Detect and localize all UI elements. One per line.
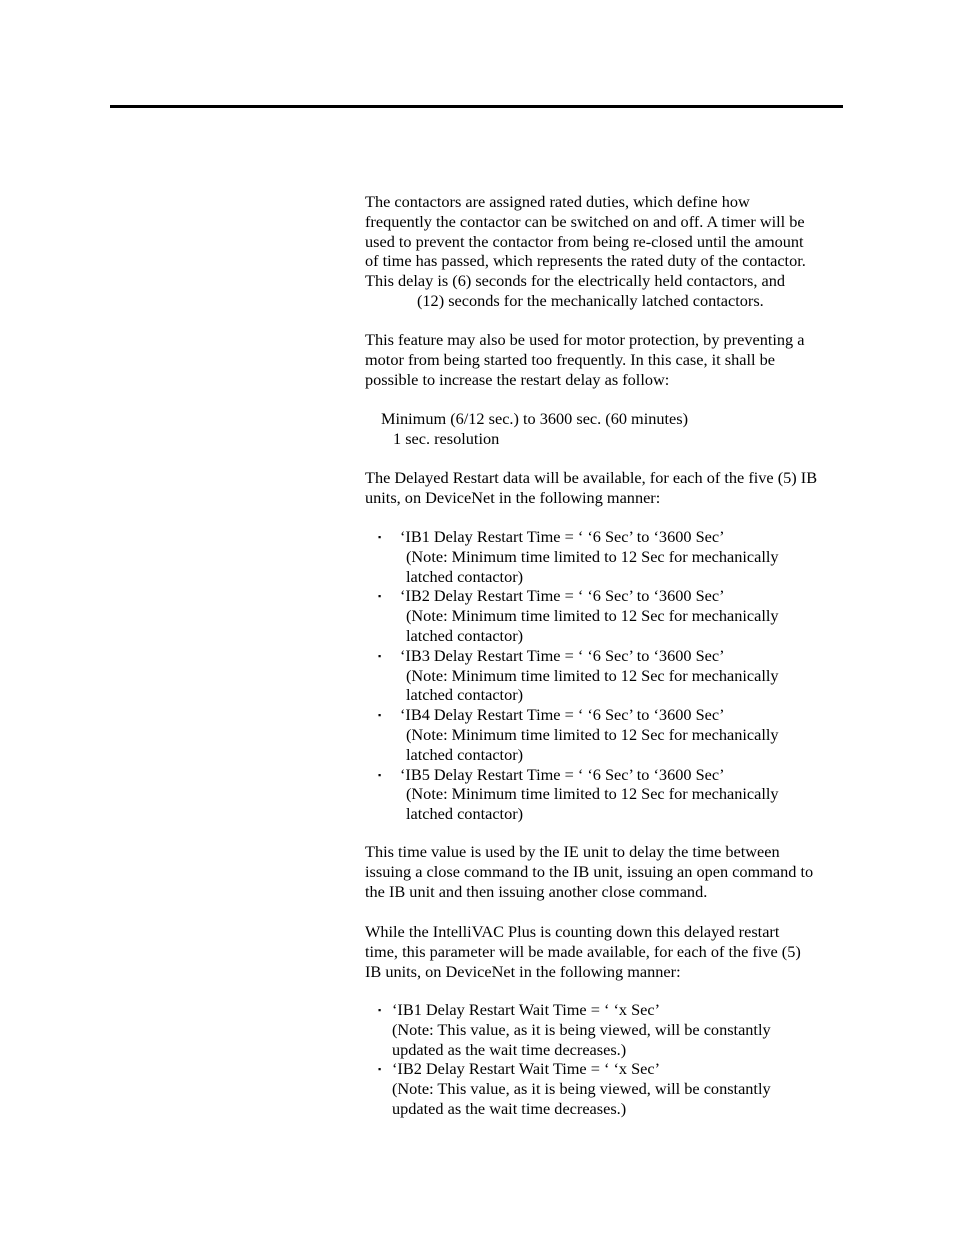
delay-restart-wait-time-list: [365, 1000, 845, 1119]
list-item-note: latched contactor): [406, 566, 524, 586]
text-line: motor from being started too frequently. In this case, it shall be: [365, 349, 775, 369]
text-line: possible to increase the restart delay as follow:: [365, 369, 670, 389]
bullet-icon: ▪: [378, 1005, 382, 1015]
text-line: The Delayed Restart data will be available, for each of the five (5) IB: [365, 468, 818, 487]
list-item: [365, 1000, 845, 1059]
list-item: [365, 1059, 845, 1118]
list-item-text: ‘IB2 Delay Restart Time = ‘ ‘6 Sec’ to ‘3600 Sec’: [400, 586, 725, 606]
list-item-note: (Note: Minimum time limited to 12 Sec for mechanically: [406, 546, 779, 566]
list-item-note: (Note: Minimum time limited to 12 Sec for mechanically: [406, 784, 779, 804]
list-item-note: (Note: Minimum time limited to 12 Sec for mechanically: [406, 606, 779, 626]
text-line: frequently the contactor can be switched on and off. A timer will be: [365, 211, 805, 231]
text-line: time, this parameter will be made available, for each of the five (5): [365, 941, 801, 961]
text-line: This time value is used by the IE unit to delay the time between: [365, 842, 780, 861]
list-item-note: latched contactor): [406, 744, 524, 764]
paragraph-devicenet-data: [365, 468, 845, 508]
list-item: [365, 705, 845, 764]
list-item-note: latched contactor): [406, 804, 524, 824]
resolution-line: 1 sec. resolution: [393, 428, 500, 448]
list-item: [365, 586, 845, 645]
delay-range: [365, 409, 845, 449]
list-item-note: updated as the wait time decreases.): [392, 1039, 627, 1059]
header-rule: [110, 105, 843, 108]
bullet-icon: ▪: [378, 710, 382, 721]
list-item-note: updated as the wait time decreases.): [392, 1098, 627, 1118]
text-line: While the IntelliVAC Plus is counting down this delayed restart: [365, 922, 780, 941]
list-item-note: (Note: Minimum time limited to 12 Sec for mechanically: [406, 724, 779, 744]
bullet-icon: ▪: [378, 532, 382, 542]
delay-restart-time-list: [365, 527, 845, 824]
list-item: [365, 765, 845, 824]
list-item-text: ‘IB3 Delay Restart Time = ‘ ‘6 Sec’ to ‘3600 Sec’: [400, 645, 725, 665]
bullet-icon: ▪: [378, 769, 382, 780]
range-line: Minimum (6/12 sec.) to 3600 sec. (60 minutes): [381, 409, 689, 428]
text-line: The contactors are assigned rated duties, which define how: [365, 192, 750, 211]
list-item-note: (Note: Minimum time limited to 12 Sec for mechanically: [406, 665, 779, 685]
text-line: of time has passed, which represents the rated duty of the contactor.: [365, 251, 806, 271]
paragraph-countdown: [365, 922, 845, 981]
list-item-text: ‘IB4 Delay Restart Time = ‘ ‘6 Sec’ to ‘3600 Sec’: [400, 705, 725, 725]
list-item-note: (Note: This value, as it is being viewed, will be constantly: [392, 1019, 771, 1039]
paragraph-rated-duties: [365, 192, 845, 311]
text-line: units, on DeviceNet in the following manner:: [365, 487, 661, 507]
list-item-text: ‘IB2 Delay Restart Wait Time = ‘ ‘x Sec’: [392, 1059, 661, 1079]
list-item: [365, 527, 845, 586]
bullet-icon: ▪: [378, 591, 382, 602]
list-item-text: ‘IB1 Delay Restart Time = ‘ ‘6 Sec’ to ‘3600 Sec’: [400, 527, 725, 546]
list-item: [365, 646, 845, 705]
text-line: used to prevent the contactor from being re-closed until the amount: [365, 231, 804, 251]
list-item-note: (Note: This value, as it is being viewed, will be constantly: [392, 1079, 771, 1099]
bullet-icon: ▪: [378, 1064, 382, 1075]
list-item-text: ‘IB5 Delay Restart Time = ‘ ‘6 Sec’ to ‘3600 Sec’: [400, 764, 725, 784]
list-item-note: latched contactor): [406, 685, 524, 705]
list-item-note: latched contactor): [406, 625, 524, 645]
text-line: This delay is (6) seconds for the electrically held contactors, and: [365, 271, 785, 291]
text-line: (12) seconds for the mechanically latched contactors.: [417, 290, 764, 310]
paragraph-time-value-usage: [365, 842, 845, 901]
list-item-text: ‘IB1 Delay Restart Wait Time = ‘ ‘x Sec’: [392, 1000, 661, 1019]
text-line: issuing a close command to the IB unit, issuing an open command to: [365, 861, 814, 881]
text-line: the IB unit and then issuing another close command.: [365, 881, 708, 901]
text-line: IB units, on DeviceNet in the following manner:: [365, 961, 681, 981]
paragraph-motor-protection: [365, 330, 845, 389]
text-line: This feature may also be used for motor protection, by preventing a: [365, 330, 805, 349]
bullet-icon: ▪: [378, 650, 382, 661]
